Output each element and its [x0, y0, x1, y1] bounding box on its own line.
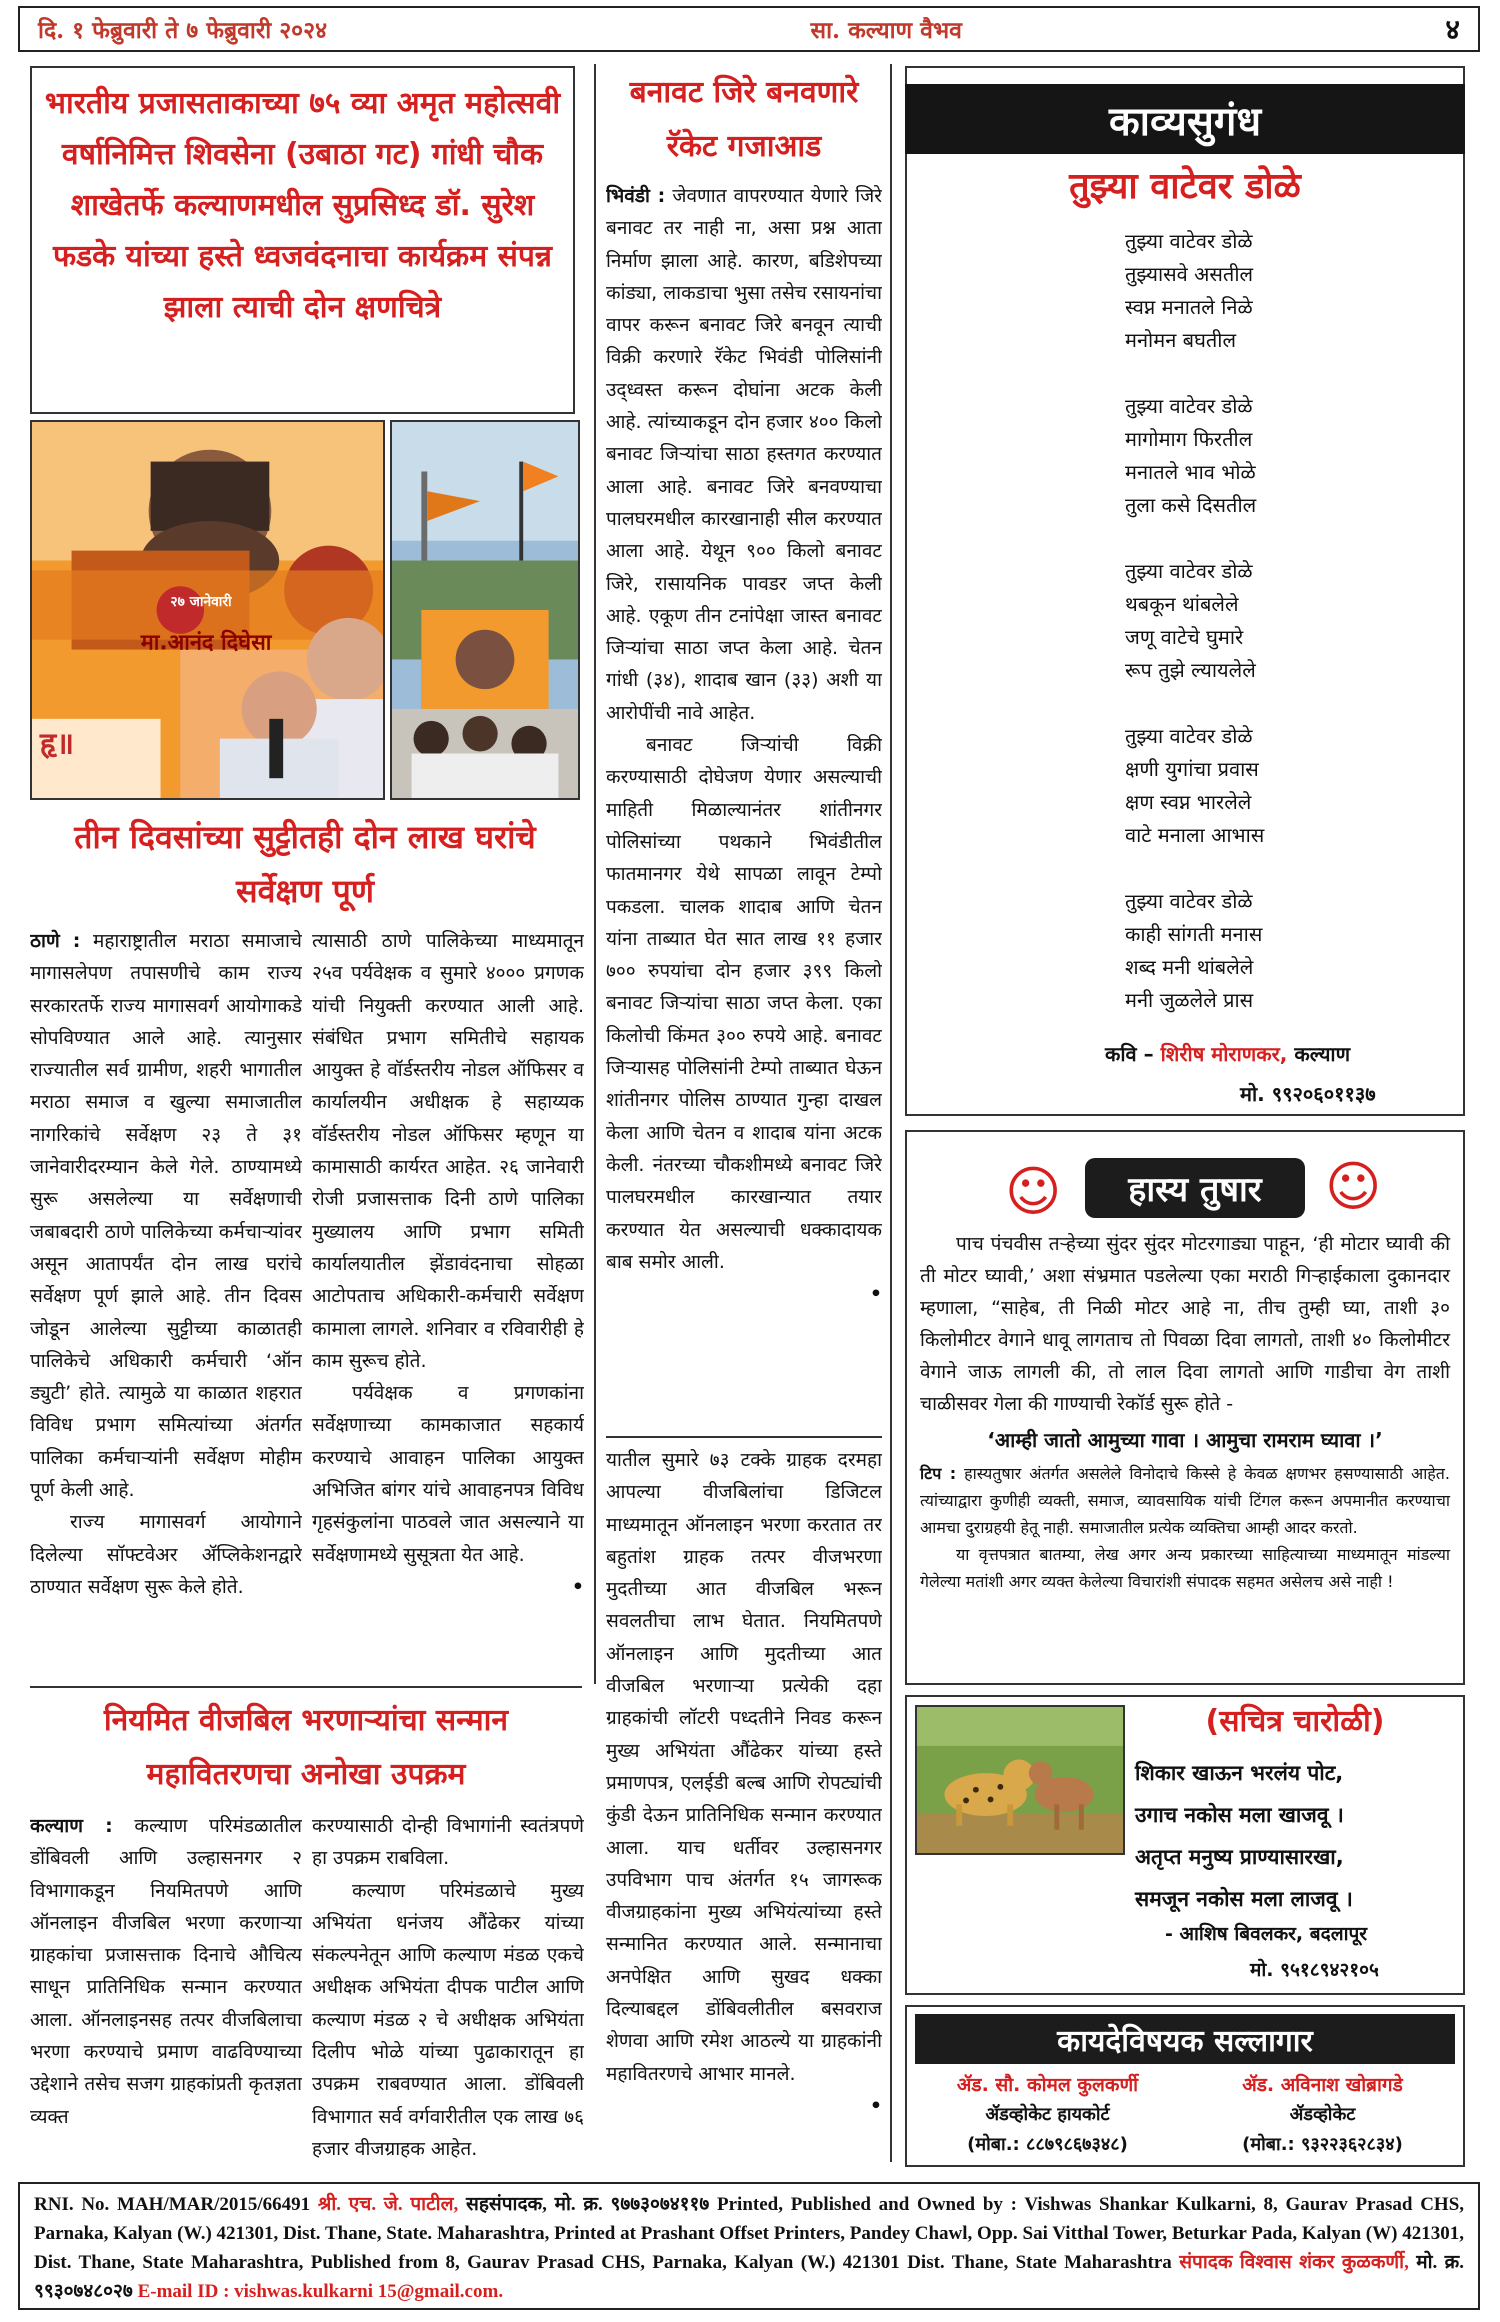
advocate-1 — [910, 2070, 1185, 2160]
poem-line: मनोमन बघतील — [1125, 328, 1237, 352]
bill-end-mark: • — [869, 2094, 882, 2117]
photo-banner-tail: हृ॥ — [39, 725, 74, 761]
hasya-content — [920, 1228, 1450, 1595]
charoli-line: समजून नकोस मला लाजवू । — [1135, 1887, 1353, 1911]
poem-line: तुझ्या वाटेवर डोळे — [1125, 394, 1253, 418]
poem-stanza — [1125, 720, 1455, 852]
bill-paragraph: करण्यासाठी दोन्ही विभागांनी स्वतंत्रपणे हा उपक्रम राबविला. — [312, 1815, 584, 1870]
poem-line: तुला कसे दिसतील — [1125, 493, 1257, 517]
kavya-section-title: काव्यसुगंध — [905, 84, 1465, 154]
bill-column-2 — [312, 1810, 584, 2180]
poem-line: तुझ्या वाटेवर डोळे — [1125, 559, 1253, 583]
poet-name: शिरीष मोराणकर, — [1160, 1042, 1288, 1066]
cumin-column — [606, 180, 882, 1430]
survey-dateline: ठाणे : — [30, 930, 81, 952]
poem-line: वाटे मनाला आभास — [1125, 823, 1265, 847]
poem-line: तुझ्यासवे असतील — [1125, 262, 1254, 286]
poem-line: तुझ्या वाटेवर डोळे — [1125, 724, 1253, 748]
survey-paragraph: राज्य मागासवर्ग आयोगाने दिलेल्या सॉफ्टवेअर ॲप्लिकेशनद्वारे ठाण्यात सर्वेक्षण सुरू केले होते. — [30, 1511, 302, 1598]
poem-stanza — [1125, 225, 1455, 357]
poem-line: शब्द मनी थांबलेले — [1125, 955, 1254, 979]
poem-line: जणू वाटेचे घुमारे — [1125, 625, 1244, 649]
poet-credit — [1105, 1040, 1445, 1067]
tip-text: हास्यतुषार अंतर्गत असलेले विनोदाचे किस्से हे केवळ क्षणभर हसण्यासाठी आहेत. त्यांच्याद्वारा कुणीही व्यक्ती, समाज, व्यावसायिक यांची टिंगल करून अपमानीत करण्याचा आमचा दुराग्रहयी हेतू नाही. समाजातील प्रत्येक व्यक्तिचा आम्ही आदर करतो. — [920, 1464, 1451, 1537]
poem-line: तुझ्या वाटेवर डोळे — [1125, 889, 1253, 913]
bill-headline: नियमित वीजबिल भरणाऱ्यांचा सन्मान महावितरणचा अनोखा उपक्रम — [103, 1703, 509, 1792]
cumin-paragraph: जेवणात वापरण्यात येणारे जिरे बनावट तर नाही ना, असा प्रश्न आता निर्माण झाला आहे. कारण, बडिशेपच्या कांड्या, लाकडाचा भुसा तसेच रसायनांचा वापर करून बनावट जिरे बनवून त्याची विक्री करणारे रॅकेट भिवंडी पोलिसांनी उद्ध्वस्त करून दोघांना अटक केली आहे. त्यांच्याकडून दोन हजार ४०० किलो बनावट जिऱ्यांचा साठा हस्तगत करण्यात आला आहे. बनावट जिरे बनवण्याचा पालघरमधील कारखानाही सील करण्यात आला आहे. येथून ९०० किलो बनावट जिरे, रासायनिक पावडर जप्त केली आहे. एकूण तीन टनांपेक्षा जास्त बनावट जिऱ्यांचा साठा जप्त केला आहे. चेतन गांधी (३४), शादाब खान (३३) अशी या आरोपींची नावे आहेत. — [606, 185, 882, 724]
hasya-quote: ‘आम्ही जातो आमुच्या गावा । आमुचा रामराम घ्यावा ।’ — [987, 1428, 1383, 1452]
cumin-end-mark: • — [869, 1283, 882, 1306]
page-number: ४ — [1445, 13, 1460, 46]
tip-label: टिप : — [920, 1464, 957, 1483]
legal-title: कायदेविषयक सल्लागार — [915, 2014, 1455, 2064]
section-divider — [30, 1686, 582, 1688]
advocate-role: ॲडव्होकेट हायकोर्ट — [985, 2104, 1110, 2125]
poet-place: कल्याण — [1294, 1042, 1351, 1066]
imprint-footer — [18, 2182, 1480, 2310]
issue-date: दि. १ फेब्रुवारी ते ७ फेब्रुवारी २०२४ — [38, 17, 328, 44]
poem-title: तुझ्या वाटेवर डोळे — [1069, 166, 1301, 207]
hasya-tip — [920, 1460, 1450, 1541]
advocate-2 — [1185, 2070, 1460, 2160]
charoli-line: शिकार खाऊन भरलंय पोट, — [1135, 1761, 1344, 1785]
bill-column-1 — [30, 1810, 302, 2180]
bill-paragraph: यातील सुमारे ७३ टक्के ग्राहक दरमहा आपल्या वीजबिलांचा डिजिटल माध्यमातून ऑनलाइन भरणा करतात तर बहुतांश ग्राहक तत्पर वीजभरणा मुदतीच्या आत वीजबिल भरून सवलतीचा लाभ घेतात. नियमितपणे ऑनलाइन आणि मुदतीच्या आत वीजबिल भरणाऱ्या प्रत्येकी दहा ग्राहकांची लॉटरी पध्दतीने निवड करून मुख्य अभियंता औंढेकर यांच्या हस्ते प्रमाणपत्र, एलईडी बल्ब आणि रोपट्यांची कुंडी देऊन प्रातिनिधिक सन्मान करण्यात आला. याच धर्तीवर उल्हासनगर उपविभाग पाच अंतर्गत १५ जागरूक वीजग्राहकांना मुख्य अभियंत्यांच्या हस्ते सन्मानित करण्यात आले. सन्मानाचा अनपेक्षित आणि सुखद धक्का दिल्याबद्दल डोंबिवलीतील बसवराज शेणवा आणि रमेश आठल्ये या ग्राहकांनी महावितरणचे आभार मानले. — [606, 1449, 882, 2085]
bill-dateline: कल्याण : — [30, 1815, 113, 1837]
advocate-mobile: (मोबा.: ८८७९८६७३४८) — [967, 2134, 1128, 2155]
poem-line: मनी जुळलेले प्रास — [1125, 988, 1254, 1012]
poem-stanza — [1125, 390, 1455, 522]
survey-column-1 — [30, 925, 302, 1677]
page-header — [18, 6, 1480, 52]
photo-banner-text: मा.आनंद दिघेसा — [140, 630, 272, 656]
survey-paragraph: पर्यवेक्षक व प्रगणकांना सर्वेक्षणाच्या कामकाजात सहकार्य करण्याचे आवाहन पालिका आयुक्त अभिजित बांगर यांचे आवाहनपत्र विविध गृहसंकुलांना पाठवले जात असल्याने या सर्वेक्षणामध्ये सुसूत्रता येत आहे. — [312, 1382, 584, 1566]
photo-leopard-deer — [915, 1705, 1125, 1855]
poem-line: तुझ्या वाटेवर डोळे — [1125, 229, 1253, 253]
column-divider — [594, 64, 596, 1684]
cumin-dateline: भिवंडी : — [606, 185, 666, 207]
advocate-role: ॲडव्होकेट — [1289, 2104, 1356, 2125]
editor-disclaimer: या वृत्तपत्रात बातम्या, लेख अगर अन्य प्रकारच्या साहित्याच्या माध्यमातून मांडल्या गेलेल्या मतांशी अगर व्यक्त केलेल्या विचारांशी संपादक सहमत असेलच असे नाही ! — [920, 1545, 1450, 1591]
bill-paragraph: कल्याण परिमंडळातील डोंबिवली आणि उल्हासनगर २ विभागाकडून नियमितपणे आणि ऑनलाइन वीजबिल भरणा करणाऱ्या ग्राहकांचा प्रजासत्ताक दिनाचे औचित्य साधून प्रातिनिधिक सन्मान करण्यात आला. ऑनलाइनसह तत्पर वीजबिलाचा भरणा करण्याचे प्रमाण वाढविण्याच्या उद्देशाने तसेच सजग ग्राहकांप्रती कृतज्ञता व्यक्त — [30, 1815, 302, 2128]
smiley-icon: ☺ — [1325, 1155, 1382, 1218]
survey-headline: तीन दिवसांच्या सुट्टीतही दोन लाख घरांचे सर्वेक्षण पूर्ण — [74, 818, 536, 910]
poet-mobile: मो. ९९२०६०११३७ — [1240, 1082, 1376, 1106]
newspaper-title: सा. कल्याण वैभव — [810, 17, 962, 44]
charoli-author: - आशिष बिवलकर, बदलापूर — [1165, 1923, 1368, 1945]
poem-line: क्षणी युगांचा प्रवास — [1125, 757, 1259, 781]
survey-paragraph: त्यासाठी ठाणे पालिकेच्या माध्यमातून २५व पर्यवेक्षक व सुमारे ४००० प्रगणक यांची नियुक्ती करण्यात आली आहे. संबंधित प्रभाग समितीचे सहायक आयुक्त हे वॉर्डस्तरीय नोडल ऑफिसर व कार्यालयीन अधीक्षक हे सहाय्यक वॉर्डस्तरीय नोडल ऑफिसर म्हणून या कामासाठी कार्यरत आहेत. २६ जानेवारी रोजी प्रजासत्ताक दिनी ठाणे पालिका मुख्यालय आणि प्रभाग समिती कार्यालयातील झेंडावंदनाचा सोहळा आटोपताच अधिकारी-कर्मचारी सर्वेक्षण कामाला लागले. शनिवार व रविवारीही हे काम सुरूच होते. — [312, 930, 584, 1372]
rni-number: RNI. No. MAH/MAR/2015/66491 — [34, 2194, 311, 2215]
poem-stanza — [1125, 555, 1455, 687]
poem-line: रूप तुझे ल्यायलेले — [1125, 658, 1256, 682]
poem-line: थबकून थांबलेले — [1125, 592, 1239, 616]
bill-paragraph: कल्याण परिमंडळाचे मुख्य अभियंता धनंजय औंढेकर यांच्या संकल्पनेतून आणि कल्याण मंडळ एकचे अधीक्षक अभियंता दीपक पाटील आणि कल्याण मंडळ २ चे अधीक्षक अभियंता दिलीप भोळे यांच्या पुढाकारातून हा उपक्रम राबवण्यात आला. डोंबिवली विभागात सर्व वर्गवारीतील एक लाख ७६ हजार वीजग्राहक आहेत. — [312, 1879, 584, 2160]
imprint-text: Printed, Published and Owned by : Vishwas Shankar Kulkarni, 8, Gaurav Prasad CHS, Parnaka, Kalyan (W.) 421301, Dist. Thane, State. Maharashtra, Printed at Prashant Offset Printers, Pandey Chawl, Opp. Sai Vitthal Tower, Beturkar Pada, Kalyan (W) 421301, Dist. Thane, State Maharashtra, Published from 8, Gaurav Prasad CHS, Parnaka, Kalyan (W.) 421301 Dist. Thane, State Maharashtra — [34, 2194, 1465, 2273]
charoli-mobile: मो. ९५१८९४२१०५ — [1250, 1959, 1379, 1981]
charoli-verse — [1135, 1752, 1455, 1920]
editor-email: E-mail ID : vishwas.kulkarni 15@gmail.com. — [137, 2281, 504, 2302]
advocate-name: ॲड. सौ. कोमल कुलकर्णी — [956, 2074, 1139, 2096]
column-divider — [890, 64, 892, 2162]
cumin-headline: बनावट जिरे बनवणारे रॅकेट गजाआड — [629, 75, 859, 164]
cumin-paragraph: बनावट जिऱ्यांची विक्री करण्यासाठी दोघेजण येणार असल्याची माहिती मिळाल्यानंतर शांतीनगर पोलिसांच्या पथकाने भिवंडीतील फातमानगर येथे सापळा लावून टेम्पो पकडला. चालक शादाब आणि चेतन यांना ताब्यात घेत सात लाख ११ हजार ७०० रुपयांचा दोन हजार ३९९ किलो बनावट जिऱ्यांचा साठा जप्त केला. एका किलोची किंमत ३०० रुपये आहे. बनावट जिऱ्यासह पोलिसांनी टेम्पो ताब्यात घेऊन शांतीनगर पोलिस ठाण्यात गुन्हा दाखल केला आणि चेतन व शादाब यांना अटक केली. नंतरच्या चौकशीमध्ये बनावट जिरे पालघरमधील कारखान्यात तयार करण्यात येत असल्याची धक्कादायक बाब समोर आली. — [606, 734, 882, 1273]
poem-line: क्षण स्वप्न भारलेले — [1125, 790, 1252, 814]
poem-line: मनातले भाव भोळे — [1125, 460, 1256, 484]
hasya-title: हास्य तुषार — [1085, 1158, 1305, 1218]
survey-column-2 — [312, 925, 584, 1677]
photo-flag-hoisting — [390, 420, 580, 800]
flag-article — [30, 66, 575, 414]
poem-line: स्वप्न मनातले निळे — [1125, 295, 1253, 319]
poem-line: मागोमाग फिरतील — [1125, 427, 1253, 451]
poem-line: काही सांगती मनास — [1125, 922, 1263, 946]
poem-body — [1125, 225, 1455, 1017]
bill-column-3 — [606, 1444, 882, 2178]
photo-speaker — [30, 420, 385, 800]
advocate-name: ॲड. अविनाश खोब्रागडे — [1242, 2074, 1403, 2096]
charoli-title: (सचित्र चारोळी) — [1205, 1704, 1385, 1739]
photo-badge: २७ जानेवारी — [170, 594, 232, 611]
editor-name: संपादक विश्वास शंकर कुळकर्णी, — [1179, 2252, 1409, 2273]
advocate-mobile: (मोबा.: ९३२२३६२८३४) — [1242, 2134, 1403, 2155]
survey-end-mark: • — [571, 1575, 584, 1598]
poem-stanza — [1125, 885, 1455, 1017]
charoli-line: अतृप्त मनुष्य प्राण्यासारखा, — [1135, 1845, 1344, 1869]
charoli-line: उगाच नकोस मला खाजवू । — [1135, 1803, 1344, 1827]
co-editor-role: सहसंपादक, मो. क्र. ९७७३०७४११७ — [465, 2194, 710, 2215]
poet-prefix: कवि – — [1105, 1042, 1154, 1066]
flag-headline: भारतीय प्रजासताकाच्या ७५ व्या अमृत महोत्सवी वर्षानिमित्त शिवसेना (उबाठा गट) गांधी चौक शाखेतर्फे कल्याणमधील सुप्रसिध्द डॉ. सुरेश फडके यांच्या हस्ते ध्वजवंदनाचा कार्यक्रम संपन्न झाला त्याची दोन क्षणचित्रे — [44, 86, 561, 325]
section-divider — [606, 1436, 882, 1438]
survey-paragraph: महाराष्ट्रातील मराठा समाजाचे मागासलेपण तपासणीचे काम राज्य सरकारतर्फे राज्य मागासवर्ग आयोगाकडे सोपविण्यात आले आहे. त्यानुसार राज्यातील सर्व ग्रामीण, शहरी भागातील मराठा समाज व खुल्या समाजातील नागरिकांचे सर्वेक्षण २३ ते ३१ जानेवारीदरम्यान केले गेले. ठाण्यामध्ये सुरू असलेल्या या सर्वेक्षणाची जबाबदारी ठाणे पालिकेच्या कर्मचाऱ्यांवर असून आतापर्यंत दोन लाख घरांचे सर्वेक्षण पूर्ण झाले आहे. तीन दिवस जोडून आलेल्या सुट्टीच्या काळातही पालिकेचे अधिकारी कर्मचारी ‘ऑन ड्युटी’ होते. त्यामुळे या काळात शहरात विविध प्रभाग समित्यांच्या अंतर्गत पालिका कर्मचाऱ्यांनी सर्वेक्षण मोहीम पूर्ण केली आहे. — [30, 930, 302, 1502]
co-editor-name: श्री. एच. जे. पाटील, — [317, 2194, 459, 2215]
editor-mobile: मो. क्र. ९९३०७४८०२७ — [34, 2252, 1464, 2302]
hasya-joke: पाच पंचवीस तऱ्हेच्या सुंदर सुंदर मोटरगाड्या पाहून, ‘ही मोटार घ्यावी की ती मोटर घ्यावी,’ अशा संभ्रमात पडलेल्या एका मराठी गिऱ्हाईकाला दुकानदार म्हणाला, “साहेब, ती निळी मोटर आहे ना, तीच तुम्ही घ्या, ताशी ३० किलोमीटर वेगाने धावू लागताच तो पिवळा दिवा लागतो, ताशी ४० किलोमीटर वेगाने जाऊ लागली की, तो लाल दिवा लागतो आणि गाडीचा वेग ताशी चाळीसवर गेला की गाण्याची रेकॉर्ड सुरू होते - — [920, 1233, 1450, 1415]
smiley-icon: ☺ — [1005, 1160, 1062, 1223]
